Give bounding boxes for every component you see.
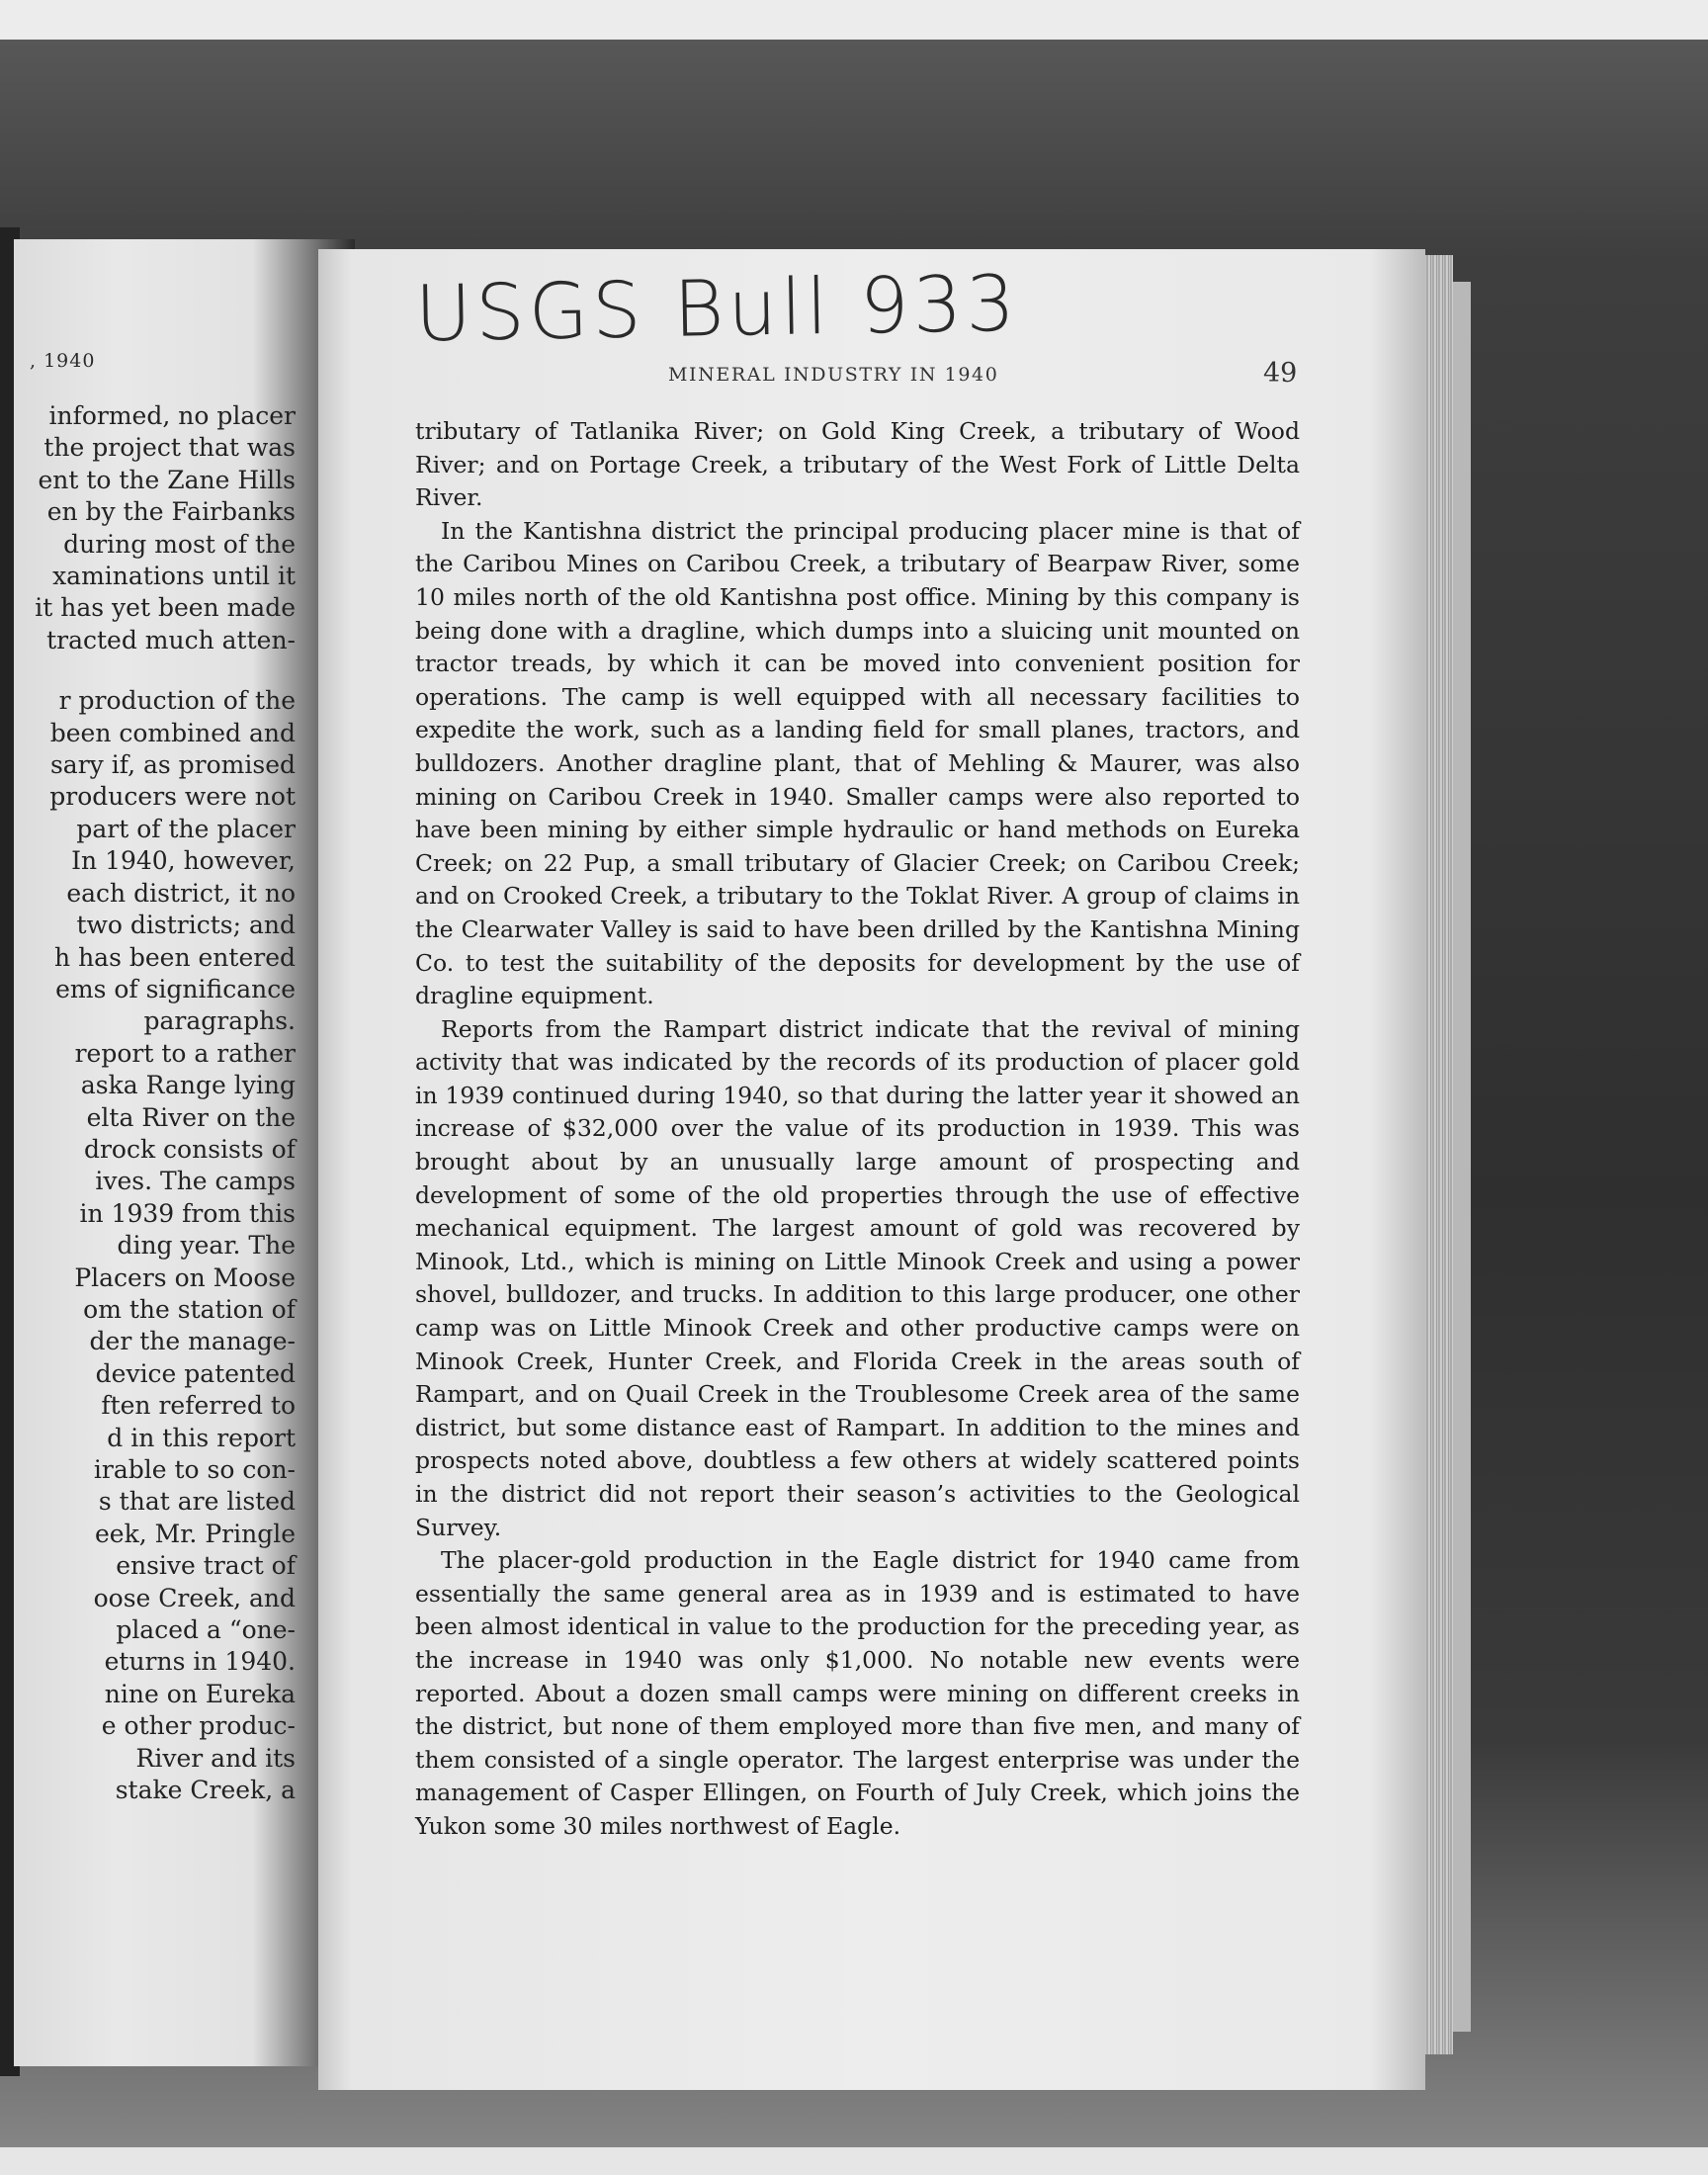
left-line: informed, no placer [48, 401, 296, 430]
body-text [415, 415, 1300, 1844]
left-line: en by the Fairbanks [46, 497, 296, 527]
left-line: om the station of [83, 1294, 296, 1324]
left-line: Placers on Moose [74, 1262, 296, 1292]
left-line: ives. The camps [95, 1167, 296, 1196]
left-line: der the manage- [89, 1327, 296, 1356]
paragraph: In the Kantishna district the principal producing placer mine is that of the Caribou Mines on Caribou Creek, a tributary of Bearpaw River, some 10 miles north of the old Kantishna post office. Mining by this company is being done with a dragline, which dumps into a sluicing unit mounted on tractor treads, by which it can be moved into convenient position for operations. The camp is well equipped with all necessary facilities to expedite the work, such as a landing field for small planes, tractors, and bulldozers. Another dragline plant, that of Mehling & Maurer, was also mining on Caribou Creek in 1940. Smaller camps were also reported to have been mining by either simple hydraulic or hand methods on Eureka Creek; on 22 Pup, a small tributary of Glacier Creek; on Caribou Creek; and on Crooked Creek, a tributary to the Toklat River. A group of claims in the Clearwater Valley is said to have been drilled by the Kantishna Mining Co. to test the suitability of the deposits for development by the use of dragline equipment. [415, 516, 1300, 1010]
left-line: xaminations until it [52, 562, 296, 591]
page-number: 49 [1263, 358, 1298, 389]
left-line: the project that was [43, 433, 296, 463]
left-line: in 1939 from this [79, 1198, 296, 1228]
left-line: eek, Mr. Pringle [95, 1519, 296, 1548]
left-line: ding year. The [117, 1231, 296, 1261]
left-line: irable to so con- [93, 1455, 296, 1484]
left-line: aska Range lying [80, 1071, 296, 1100]
left-line: nine on Eureka [104, 1679, 296, 1708]
left-line: drock consists of [83, 1134, 296, 1164]
left-line: ften referred to [101, 1391, 296, 1421]
left-line: device patented [95, 1358, 296, 1388]
left-page [14, 239, 355, 2066]
left-line: s that are listed [98, 1487, 296, 1517]
left-line: In 1940, however, [71, 846, 296, 876]
left-line: report to a rather [74, 1038, 296, 1068]
page-edges-back [1453, 282, 1471, 2032]
left-line: eturns in 1940. [104, 1647, 296, 1677]
paragraph: Reports from the Rampart district indicate that the revival of mining activity that was indicated by the records of its production of placer gold in 1939 continued during 1940, so that during the latter year it showed an increase of $32,000 over the value of its production in 1939. This was brought about by an unusually large amount of prospecting and development of some of the old properties through the use of effective mechanical equipment. The largest amount of gold was recovered by Minook, Ltd., which is mining on Little Minook Creek and using a power shovel, bulldozer, and trucks. In addition to this large producer, one other camp was on Little Minook Creek and other productive camps were on Minook Creek, Hunter Creek, and Florida Creek in the areas south of Rampart, and on Quail Creek in the Troublesome Creek area of the same district, but some distance east of Rampart. In addition to the mines and prospects noted above, doubtless a few others at widely scattered points in the district did not report their season’s activities to the Geological Survey. [415, 1014, 1300, 1541]
left-line: ensive tract of [116, 1551, 296, 1581]
left-line: stake Creek, a [115, 1776, 296, 1805]
paragraph: tributary of Tatlanika River; on Gold King Creek, a tributary of Wood River; and on Portage Creek, a tributary of the West Fork of Little Delta River. [415, 417, 1300, 512]
paragraph: The placer-gold production in the Eagle district for 1940 came from essentially the same general area as in 1939 and is estimated to have been almost identical in value to the production for the preceding year, as the increase in 1940 was only $1,000. No notable new events were reported. About a dozen small camps were mining on different creeks in the district, but none of them employed more than five men, and many of them consisted of a single operator. The largest enterprise was under the management of Casper Ellingen, on Fourth of July Creek, which joins the Yukon some 30 miles northwest of Eagle. [415, 1546, 1300, 1840]
left-line: been combined and [49, 718, 296, 747]
left-line: two districts; and [76, 911, 296, 940]
left-line: part of the placer [76, 814, 296, 843]
left-line: each district, it no [66, 878, 296, 908]
left-line: paragraphs. [143, 1006, 296, 1036]
left-line: d in this report [107, 1423, 296, 1452]
left-line: ent to the Zane Hills [38, 465, 296, 494]
left-line: oose Creek, and [93, 1583, 296, 1612]
left-page-text [14, 400, 296, 1806]
handwritten-annotation: USGS Bull 933 [414, 259, 1020, 360]
left-line: during most of the [63, 529, 296, 559]
left-line: e other produc- [101, 1711, 296, 1741]
left-line: tracted much atten- [46, 625, 296, 654]
left-line: it has yet been made [35, 593, 296, 623]
left-line: producers were not [49, 782, 296, 812]
scan-margin-bottom [0, 2147, 1708, 2175]
left-running-head: , 1940 [30, 350, 96, 372]
left-line: elta River on the [86, 1102, 296, 1132]
paragraph-gap [14, 656, 296, 685]
left-line: ems of significance [55, 974, 296, 1003]
left-line: River and its [135, 1743, 296, 1773]
left-line: sary if, as promised [49, 750, 296, 780]
scan-margin-top [0, 0, 1708, 40]
left-line: h has been entered [54, 942, 296, 972]
left-line: r production of the [58, 686, 296, 716]
running-head: MINERAL INDUSTRY IN 1940 [668, 364, 999, 386]
left-line: placed a “one- [116, 1615, 296, 1645]
